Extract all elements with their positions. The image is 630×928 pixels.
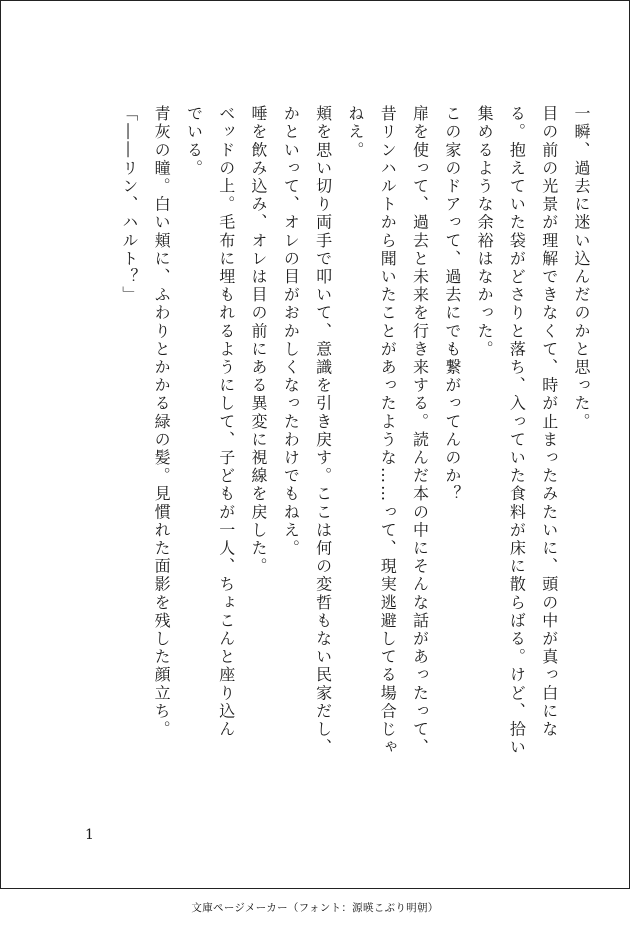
text-line: 一瞬、過去に迷い込んだのかと思った。: [572, 105, 591, 431]
page-number: 1: [85, 827, 94, 843]
text-line: 頬を思い切り両手で叩いて、意識を引き戻す。ここは何の変哲もない民家だし、: [313, 105, 333, 757]
text-line: ベッドの上。毛布に埋もれるようにして、子どもが一人、ちょこんと座り込ん: [216, 105, 236, 739]
text-line: この家のドアって、過去にでも繋がってんのか？: [442, 105, 462, 504]
text-line: 青灰の瞳。白い頬に、ふわりとかかる緑の髪。見慣れた面影を残した顔立ち。: [152, 105, 172, 739]
text-line: 「――リン、ハルト？」: [119, 105, 139, 305]
text-line: 集めるような余裕はなかった。: [475, 105, 495, 359]
text-line: 唾を飲み込み、オレは目の前にある異変に視線を戻した。: [249, 105, 269, 576]
footer-credit: 文庫ページメーカー（フォント：源暎こぶり明朝）: [191, 902, 439, 914]
text-line: かといって、オレの目がおかしくなったわけでもねえ。: [281, 105, 301, 558]
vertical-text-body: [113, 105, 597, 825]
text-line: る。抱えていた袋がどさりと落ち、入っていた食料が床に散らばる。けど、拾い: [507, 105, 527, 757]
text-line: 目の前の光景が理解できなくて、時が止まったみたいに、頭の中が真っ白にな: [539, 105, 559, 739]
text-line: 昔リンハルトから聞いたことがあったような……って、現実逃避してる場合じゃ: [378, 105, 398, 757]
text-line: ねえ。: [345, 105, 365, 160]
text-line: でいる。: [184, 105, 204, 178]
text-line: 扉を使って、過去と未来を行き来する。読んだ本の中にそんな話があったって、: [410, 105, 430, 757]
